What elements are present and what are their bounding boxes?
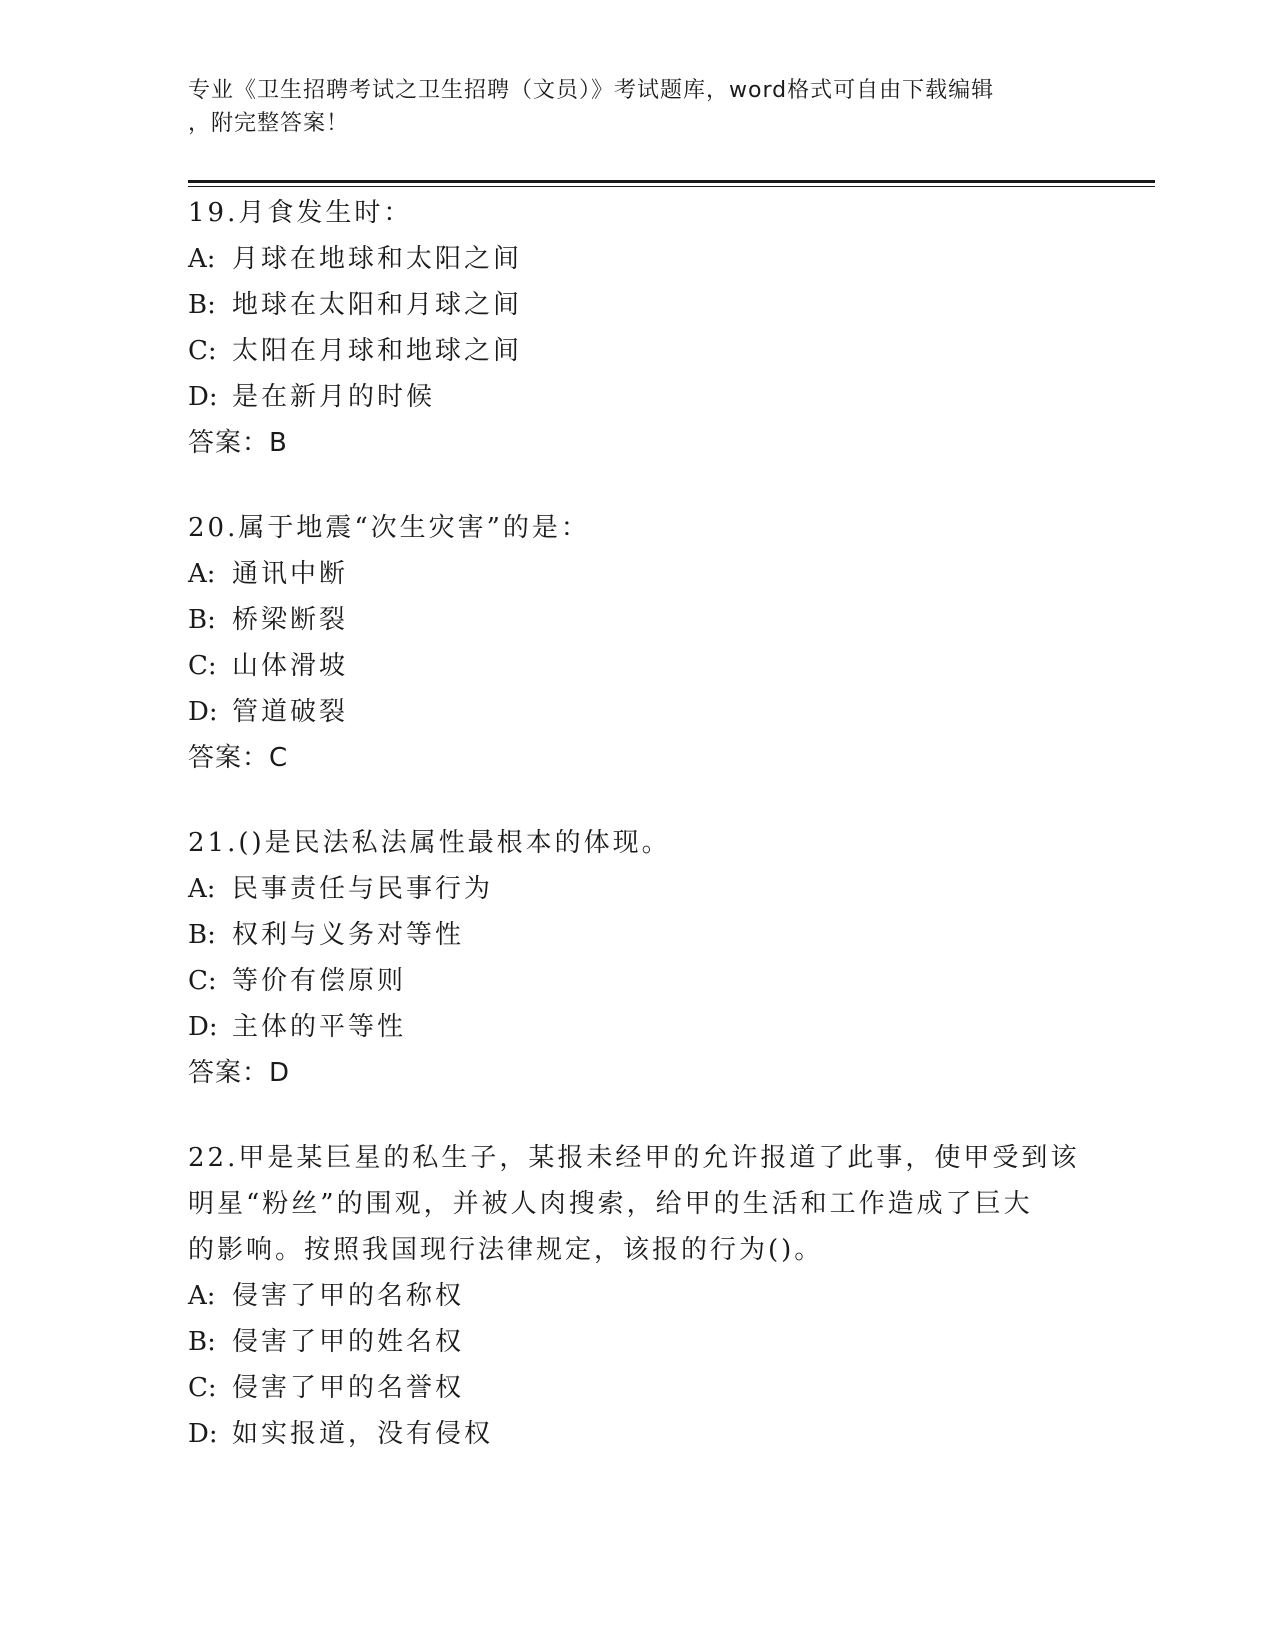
answer: 答案：B (188, 428, 288, 458)
option-a (188, 866, 1148, 912)
option-key: A: (188, 559, 216, 589)
question-stem: 21.()是民法私法属性最根本的体现。 (188, 828, 671, 858)
question-stem: 20.属于地震“次生灾害”的是： (188, 513, 590, 543)
option-key: C: (188, 336, 217, 366)
option-text: 等价有偿原则 (232, 966, 407, 996)
option-text: 管道破裂 (232, 697, 349, 727)
option-key: D: (188, 1012, 218, 1042)
option-b (188, 912, 1148, 958)
option-d (188, 1004, 1148, 1050)
option-key: A: (188, 1281, 216, 1311)
answer: 答案：D (188, 1058, 291, 1088)
option-a (188, 236, 1148, 282)
option-a (188, 1273, 1148, 1319)
option-text: 太阳在月球和地球之间 (232, 336, 523, 366)
header-rule-thick (188, 180, 1155, 183)
option-key: A: (188, 244, 216, 274)
question-stem-line: 明星“粉丝”的围观，并被人肉搜索，给甲的生活和工作造成了巨大 (188, 1189, 1033, 1219)
option-a (188, 551, 1148, 597)
option-c (188, 958, 1148, 1004)
question-21 (188, 820, 1148, 1096)
option-text: 主体的平等性 (232, 1012, 407, 1042)
option-key: C: (188, 651, 217, 681)
header-line-1: 专业《卫生招聘考试之卫生招聘（文员）》考试题库，word格式可自由下载编辑 (188, 78, 995, 103)
option-key: D: (188, 1419, 218, 1449)
option-key: D: (188, 382, 218, 412)
option-text: 通讯中断 (232, 559, 349, 589)
option-text: 侵害了甲的姓名权 (232, 1327, 465, 1357)
option-text: 是在新月的时候 (232, 382, 436, 412)
option-b (188, 597, 1148, 643)
option-key: B: (188, 1327, 216, 1357)
option-d (188, 1411, 1148, 1457)
option-text: 月球在地球和太阳之间 (232, 244, 523, 274)
option-text: 侵害了甲的名誉权 (232, 1373, 465, 1403)
option-text: 侵害了甲的名称权 (232, 1281, 465, 1311)
option-text: 如实报道，没有侵权 (232, 1419, 494, 1449)
question-stem-line: 的影响。按照我国现行法律规定，该报的行为()。 (188, 1235, 824, 1265)
option-key: B: (188, 920, 216, 950)
option-key: B: (188, 290, 216, 320)
option-text: 权利与义务对等性 (232, 920, 465, 950)
option-c (188, 1365, 1148, 1411)
option-c (188, 328, 1148, 374)
option-key: D: (188, 697, 218, 727)
question-20 (188, 505, 1148, 781)
header-rule-thin (188, 186, 1155, 187)
option-text: 地球在太阳和月球之间 (232, 290, 523, 320)
option-c (188, 643, 1148, 689)
option-key: C: (188, 966, 217, 996)
option-key: C: (188, 1373, 217, 1403)
document-header (188, 74, 1068, 140)
option-text: 民事责任与民事行为 (232, 874, 494, 904)
option-text: 山体滑坡 (232, 651, 349, 681)
option-key: A: (188, 874, 216, 904)
answer: 答案：C (188, 743, 289, 773)
option-d (188, 374, 1148, 420)
option-d (188, 689, 1148, 735)
option-text: 桥梁断裂 (232, 605, 349, 635)
question-22 (188, 1135, 1148, 1457)
option-b (188, 1319, 1148, 1365)
question-list (188, 190, 1148, 1496)
option-key: B: (188, 605, 216, 635)
question-19 (188, 190, 1148, 466)
question-stem-line: 22.甲是某巨星的私生子，某报未经甲的允许报道了此事，使甲受到该 (188, 1143, 1080, 1173)
header-line-2: ，附完整答案！ (188, 111, 350, 136)
question-stem: 19.月食发生时： (188, 198, 413, 228)
question-stem (188, 1135, 1148, 1273)
option-b (188, 282, 1148, 328)
